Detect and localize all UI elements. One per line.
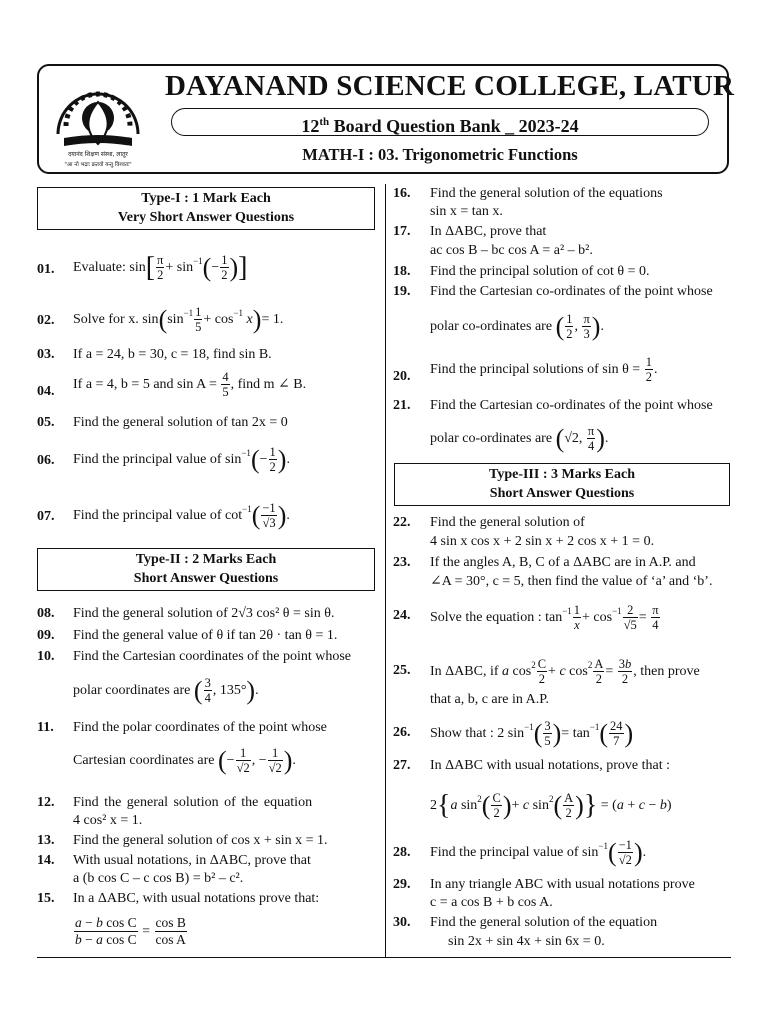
- q23-line1: If the angles A, B, C of a ΔABC are in A.P. and: [430, 555, 696, 570]
- college-name: DAYANAND SCIENCE COLLEGE, LATUR: [165, 70, 735, 102]
- column-divider: [385, 184, 386, 957]
- q22-line1: Find the general solution of: [430, 515, 585, 530]
- q10-label: polar coordinates are: [73, 683, 191, 698]
- q08-number: 08.: [37, 606, 55, 621]
- q22-number: 22.: [393, 515, 411, 530]
- q06-label: Find the principal value of sin: [73, 452, 242, 467]
- q24-number: 24.: [393, 608, 411, 623]
- q17-line2: ac cos B – bc cos A = a² – b².: [430, 243, 593, 258]
- qb-grade-suffix: th: [319, 116, 330, 128]
- q04-text: If a = 4, b = 5 and sin A = $\frac{4}{5}$ , find m ∠ B.: [73, 370, 307, 400]
- q08-text: Find the general solution of 2√3 cos² θ = sin θ.: [73, 606, 335, 621]
- q20-text: Find the principal solutions of sin θ = $\frac{1}{2}$ .: [430, 355, 658, 385]
- q15-text: In a ΔABC, with usual notations prove that:: [73, 891, 320, 906]
- type3-heading: Type-III : 3 Marks Each: [489, 467, 635, 482]
- q02-text: Solve for x. $\sin(\sin^{-1}$ $\frac{1}{5}$ + $\cos^{-1} x)= 1$.: [73, 304, 284, 335]
- qb-rest: Board Question Bank _ 2023-24: [329, 116, 579, 136]
- q19-line1: Find the Cartesian co-ordinates of the point whose: [430, 284, 713, 299]
- q10-line1: Find the Cartesian coordinates of the point whose: [73, 649, 351, 664]
- q19-line2: polar co-ordinates are ( $\frac{1}{2}$ , $\frac{\pi}{3}$ ).: [430, 311, 604, 342]
- q26-label: Show that :: [430, 726, 494, 741]
- q06-text: Find the principal value of $\sin^{-1}(-$ $\frac{1}{2}$ ).: [73, 444, 290, 475]
- q05-text: Find the general solution of tan 2x = 0: [73, 415, 288, 430]
- q27-number: 27.: [393, 758, 411, 773]
- q19-label: polar co-ordinates are: [430, 319, 553, 334]
- q22-line2: 4 sin x cos x + 2 sin x + 2 cos x + 1 = 0.: [430, 534, 655, 549]
- q10-line2: polar coordinates are ( $\frac{3}{4}$ , 135°).: [73, 675, 259, 706]
- q16-line1: Find the general solution of the equations: [430, 186, 663, 201]
- q01-text: Evaluate: sin[ $\frac{\pi}{2}$ + $\sin^{-1}(-$ $\frac{1}{2}$ )]: [73, 251, 248, 283]
- q23-line2: ∠A = 30°, c = 5, then find the value of ‘a’ and ‘b’.: [430, 574, 713, 589]
- type2-box: [37, 548, 375, 591]
- type3-subheading: Short Answer Questions: [489, 486, 635, 501]
- q04-tail: , find m ∠ B.: [230, 377, 307, 392]
- q25-label: In ΔABC, if: [430, 664, 499, 679]
- q25-line2: that a, b, c are in A.P.: [430, 692, 549, 707]
- q14-number: 14.: [37, 853, 55, 868]
- q18-text: Find the principal solution of cot θ = 0.: [430, 264, 650, 279]
- q30-number: 30.: [393, 915, 411, 930]
- q25-number: 25.: [393, 663, 411, 678]
- q05-number: 05.: [37, 415, 55, 430]
- q24-text: Solve the equation : $\tan^{-1}$ $\frac{1}{x}$ + $\cos^{-1}$ $\frac{2}{√5}$ = $\frac{\pi}{4}$: [430, 603, 659, 633]
- q01-label: Evaluate:: [73, 260, 126, 275]
- question-bank-title: [171, 108, 709, 136]
- q21-label: polar co-ordinates are: [430, 431, 553, 446]
- bottom-rule: [37, 957, 731, 958]
- q14-line2: a (b cos C – c cos B) = b² – c².: [73, 871, 244, 886]
- q03-number: 03.: [37, 347, 55, 362]
- q12-line2: 4 cos² x = 1.: [73, 813, 143, 828]
- q16-number: 16.: [393, 186, 411, 201]
- q29-line1: In any triangle ABC with usual notations prove: [430, 877, 695, 892]
- q12-line1: Find the general solution of the equation: [73, 795, 313, 810]
- q11-label: Cartesian coordinates are: [73, 753, 215, 768]
- q11-line1: Find the polar coordinates of the point whose: [73, 720, 327, 735]
- q28-number: 28.: [393, 845, 411, 860]
- q02-number: 02.: [37, 313, 55, 328]
- q15-formula: $\frac{\text{a − b cos C}}{\text{b − a cos C}}$ = $\frac{\text{cos B}}{\text{cos A}}$: [75, 915, 186, 948]
- q25-tail: , then prove: [633, 664, 700, 679]
- q21-number: 21.: [393, 398, 411, 413]
- q30-line2: sin 2x + sin 4x + sin 6x = 0.: [448, 934, 605, 949]
- q13-number: 13.: [37, 833, 55, 848]
- q06-number: 06.: [37, 453, 55, 468]
- q29-line2: c = a cos B + b cos A.: [430, 895, 553, 910]
- q27-text: In ΔABC with usual notations, prove that :: [430, 758, 670, 773]
- q20-number: 20.: [393, 369, 411, 384]
- qb-grade: 12: [301, 116, 320, 136]
- q03-text: If a = 24, b = 30, c = 18, find sin B.: [73, 347, 272, 362]
- q28-text: Find the principal value of $\sin^{-1}$( $\frac{-1}{√2}$ ).: [430, 837, 647, 868]
- q26-text: Show that : 2 $\sin^{-1}$( $\frac{3}{5}$ )= $\tan^{-1}$( $\frac{24}{7}$ ): [430, 718, 634, 749]
- q04-label: If a = 4, b = 5 and sin A =: [73, 377, 217, 392]
- q14-line1: With usual notations, in ΔABC, prove that: [73, 853, 311, 868]
- q12-number: 12.: [37, 795, 55, 810]
- q21-line1: Find the Cartesian co-ordinates of the point whose: [430, 398, 713, 413]
- q04-number: 04.: [37, 384, 55, 399]
- q25-text: In ΔABC, if a $\cos^2$ $\frac{C}{2}$ + c $\cos^2$ $\frac{A}{2}$ = $\frac{3b}{2}$ , then prove: [430, 657, 700, 687]
- q19-number: 19.: [393, 284, 411, 299]
- type2-heading: Type-II : 2 Marks Each: [135, 552, 277, 567]
- type2-subheading: Short Answer Questions: [133, 571, 279, 586]
- q24-label: Solve the equation :: [430, 610, 542, 625]
- q30-line1: Find the general solution of the equation: [430, 915, 658, 930]
- q10-number: 10.: [37, 649, 55, 664]
- type1-subheading: Very Short Answer Questions: [117, 210, 295, 225]
- type1-box: [37, 187, 375, 230]
- q17-line1: In ΔABC, prove that: [430, 224, 547, 239]
- q07-number: 07.: [37, 509, 55, 524]
- q28-label: Find the principal value of: [430, 845, 579, 860]
- q15-number: 15.: [37, 891, 55, 906]
- q02-label: Solve for x.: [73, 312, 139, 327]
- q01-number: 01.: [37, 262, 55, 277]
- q23-number: 23.: [393, 555, 411, 570]
- q20-label: Find the principal solutions of sin θ =: [430, 362, 641, 377]
- q29-number: 29.: [393, 877, 411, 892]
- logo-motto-text: "आ नो भद्राः क्रतवो यन्तु विश्वतः": [64, 162, 132, 168]
- q11-line2: Cartesian coordinates are (− $\frac{1}{√2}$ , − $\frac{1}{√2}$ ).: [73, 745, 296, 776]
- subject-title: MATH-I : 03. Trigonometric Functions: [302, 145, 578, 164]
- q13-text: Find the general solution of cos x + sin x = 1.: [73, 833, 328, 848]
- q07-label: Find the principal value of cot: [73, 508, 243, 523]
- logo-org-text: दयानंद शिक्षण संस्था, लातूर: [68, 151, 128, 158]
- q17-number: 17.: [393, 224, 411, 239]
- q09-number: 09.: [37, 628, 55, 643]
- q18-number: 18.: [393, 264, 411, 279]
- q16-line2: sin x = tan x.: [430, 204, 503, 219]
- q21-line2: polar co-ordinates are (√2, $\frac{\pi}{4}$ ).: [430, 423, 609, 454]
- q07-text: Find the principal value of $\cot^{-1}$( $\frac{-1}{√3}$ ).: [73, 500, 290, 531]
- q27-formula: 2{a $\sin^2$( $\frac{C}{2}$ )+ c $\sin^2$( $\frac{A}{2}$ )} = (a + c − b): [430, 789, 672, 821]
- q09-text: Find the general value of θ if tan 2θ · tan θ = 1.: [73, 628, 338, 643]
- college-logo: [46, 72, 150, 170]
- q26-number: 26.: [393, 725, 411, 740]
- q11-number: 11.: [37, 720, 54, 735]
- type1-heading: Type-I : 1 Mark Each: [141, 191, 271, 206]
- type3-box: [394, 463, 730, 506]
